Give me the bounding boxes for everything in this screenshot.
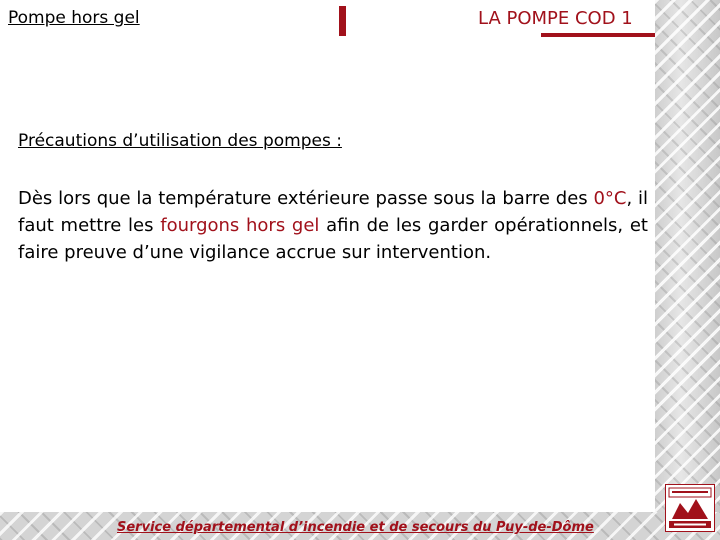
page-title: Pompe hors gel <box>8 8 140 28</box>
body-paragraph <box>18 185 648 266</box>
sdis-logo <box>665 484 715 532</box>
body-text-part3: afin de les garder opérationnels, et faire preuve d’une vigilance accrue sur intervention. <box>18 215 648 263</box>
header-section-title: LA POMPE COD 1 <box>478 8 633 29</box>
body-text-part1: Dès lors que la température extérieure passe sous la barre des <box>18 188 594 209</box>
header-divider <box>339 6 346 36</box>
body-text-part2: , il faut mettre les <box>18 188 648 236</box>
footer-organization: Service départemental d’incendie et de secours du Puy-de-Dôme <box>117 520 594 535</box>
header-underline <box>541 33 655 37</box>
section-title: Précautions d’utilisation des pompes : <box>18 131 342 151</box>
decorative-metal-plate-right <box>655 0 720 540</box>
temperature-highlight: 0°C <box>593 188 627 209</box>
sdis-logo-icon <box>666 485 714 531</box>
fourgons-highlight: fourgons hors gel <box>160 215 320 236</box>
